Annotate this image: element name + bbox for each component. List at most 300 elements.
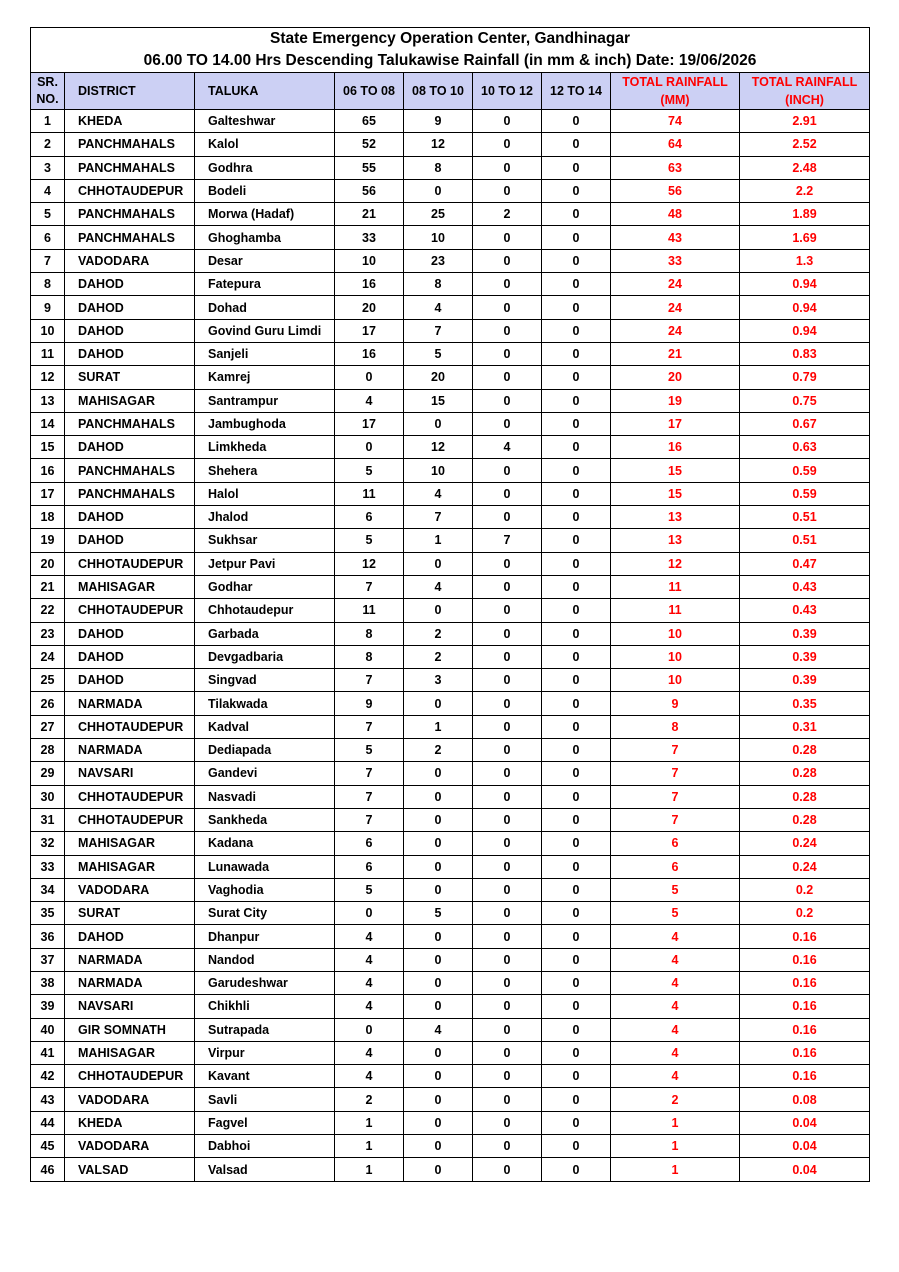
cell-total-inch: 0.16	[740, 1041, 870, 1064]
cell-rain-06-08: 4	[335, 1041, 404, 1064]
cell-taluka: Chhotaudepur	[195, 599, 335, 622]
header-taluka: TALUKA	[195, 73, 335, 110]
table-row	[31, 482, 870, 505]
header-total-inch: TOTAL RAINFALL (INCH)	[740, 73, 870, 110]
cell-rain-08-10: 12	[404, 436, 473, 459]
table-row	[31, 715, 870, 738]
cell-sr-no: 29	[31, 762, 65, 785]
cell-total-inch: 0.94	[740, 273, 870, 296]
cell-rain-10-12: 0	[473, 902, 542, 925]
cell-rain-12-14: 0	[542, 1111, 611, 1134]
table-row	[31, 1088, 870, 1111]
cell-rain-08-10: 0	[404, 948, 473, 971]
cell-rain-06-08: 0	[335, 366, 404, 389]
cell-sr-no: 5	[31, 203, 65, 226]
cell-sr-no: 1	[31, 110, 65, 133]
cell-total-mm: 17	[611, 412, 740, 435]
cell-rain-12-14: 0	[542, 156, 611, 179]
cell-district: DAHOD	[65, 342, 195, 365]
cell-rain-12-14: 0	[542, 599, 611, 622]
cell-total-inch: 1.3	[740, 249, 870, 272]
cell-total-mm: 4	[611, 971, 740, 994]
table-row	[31, 273, 870, 296]
cell-district: KHEDA	[65, 110, 195, 133]
cell-rain-12-14: 0	[542, 1041, 611, 1064]
cell-rain-06-08: 4	[335, 971, 404, 994]
cell-rain-08-10: 1	[404, 529, 473, 552]
cell-district: DAHOD	[65, 925, 195, 948]
cell-rain-12-14: 0	[542, 436, 611, 459]
table-row	[31, 878, 870, 901]
cell-rain-12-14: 0	[542, 179, 611, 202]
cell-district: SURAT	[65, 366, 195, 389]
cell-rain-10-12: 0	[473, 575, 542, 598]
cell-rain-12-14: 0	[542, 296, 611, 319]
cell-taluka: Jambughoda	[195, 412, 335, 435]
cell-taluka: Garudeshwar	[195, 971, 335, 994]
cell-district: NAVSARI	[65, 995, 195, 1018]
cell-total-inch: 0.39	[740, 645, 870, 668]
cell-rain-08-10: 7	[404, 319, 473, 342]
cell-rain-10-12: 0	[473, 412, 542, 435]
cell-taluka: Halol	[195, 482, 335, 505]
cell-district: DAHOD	[65, 645, 195, 668]
cell-sr-no: 8	[31, 273, 65, 296]
cell-rain-12-14: 0	[542, 552, 611, 575]
cell-total-mm: 20	[611, 366, 740, 389]
cell-total-inch: 0.47	[740, 552, 870, 575]
cell-sr-no: 41	[31, 1041, 65, 1064]
cell-taluka: Jetpur Pavi	[195, 552, 335, 575]
cell-total-mm: 19	[611, 389, 740, 412]
cell-rain-06-08: 0	[335, 1018, 404, 1041]
cell-total-mm: 4	[611, 925, 740, 948]
cell-rain-08-10: 0	[404, 412, 473, 435]
cell-rain-06-08: 16	[335, 342, 404, 365]
table-row	[31, 1111, 870, 1134]
cell-rain-10-12: 0	[473, 366, 542, 389]
cell-rain-10-12: 0	[473, 482, 542, 505]
table-row	[31, 133, 870, 156]
cell-total-inch: 2.48	[740, 156, 870, 179]
cell-sr-no: 16	[31, 459, 65, 482]
cell-district: CHHOTAUDEPUR	[65, 785, 195, 808]
cell-total-mm: 5	[611, 878, 740, 901]
cell-taluka: Devgadbaria	[195, 645, 335, 668]
cell-district: PANCHMAHALS	[65, 459, 195, 482]
cell-rain-08-10: 0	[404, 179, 473, 202]
cell-taluka: Dediapada	[195, 739, 335, 762]
cell-rain-10-12: 0	[473, 925, 542, 948]
cell-rain-12-14: 0	[542, 133, 611, 156]
cell-rain-12-14: 0	[542, 342, 611, 365]
cell-total-mm: 6	[611, 855, 740, 878]
cell-rain-06-08: 4	[335, 948, 404, 971]
table-row	[31, 389, 870, 412]
cell-total-inch: 0.83	[740, 342, 870, 365]
cell-rain-10-12: 4	[473, 436, 542, 459]
cell-taluka: Santrampur	[195, 389, 335, 412]
table-row	[31, 739, 870, 762]
cell-sr-no: 21	[31, 575, 65, 598]
cell-rain-08-10: 12	[404, 133, 473, 156]
cell-rain-12-14: 0	[542, 739, 611, 762]
cell-total-inch: 0.16	[740, 1018, 870, 1041]
cell-rain-10-12: 7	[473, 529, 542, 552]
cell-sr-no: 37	[31, 948, 65, 971]
cell-rain-08-10: 0	[404, 878, 473, 901]
cell-total-mm: 43	[611, 226, 740, 249]
cell-rain-08-10: 0	[404, 1135, 473, 1158]
cell-rain-10-12: 0	[473, 1158, 542, 1181]
cell-total-mm: 11	[611, 599, 740, 622]
cell-total-mm: 7	[611, 739, 740, 762]
cell-sr-no: 30	[31, 785, 65, 808]
cell-rain-10-12: 0	[473, 599, 542, 622]
cell-total-inch: 0.75	[740, 389, 870, 412]
cell-rain-06-08: 16	[335, 273, 404, 296]
cell-total-inch: 2.52	[740, 133, 870, 156]
cell-total-mm: 8	[611, 715, 740, 738]
cell-sr-no: 17	[31, 482, 65, 505]
cell-rain-08-10: 2	[404, 739, 473, 762]
cell-rain-10-12: 0	[473, 762, 542, 785]
cell-sr-no: 13	[31, 389, 65, 412]
table-row	[31, 622, 870, 645]
cell-total-mm: 9	[611, 692, 740, 715]
cell-taluka: Dhanpur	[195, 925, 335, 948]
cell-rain-08-10: 0	[404, 552, 473, 575]
cell-taluka: Singvad	[195, 669, 335, 692]
cell-sr-no: 27	[31, 715, 65, 738]
cell-taluka: Fagvel	[195, 1111, 335, 1134]
cell-sr-no: 12	[31, 366, 65, 389]
cell-district: DAHOD	[65, 296, 195, 319]
cell-district: CHHOTAUDEPUR	[65, 599, 195, 622]
cell-sr-no: 46	[31, 1158, 65, 1181]
cell-rain-06-08: 65	[335, 110, 404, 133]
cell-rain-06-08: 7	[335, 715, 404, 738]
cell-rain-10-12: 0	[473, 273, 542, 296]
table-row	[31, 179, 870, 202]
cell-taluka: Chikhli	[195, 995, 335, 1018]
cell-total-inch: 2.91	[740, 110, 870, 133]
cell-rain-10-12: 0	[473, 249, 542, 272]
cell-district: CHHOTAUDEPUR	[65, 808, 195, 831]
cell-rain-10-12: 0	[473, 1135, 542, 1158]
cell-taluka: Savli	[195, 1088, 335, 1111]
cell-taluka: Nasvadi	[195, 785, 335, 808]
cell-taluka: Sankheda	[195, 808, 335, 831]
cell-district: VALSAD	[65, 1158, 195, 1181]
cell-total-mm: 74	[611, 110, 740, 133]
cell-total-inch: 0.51	[740, 506, 870, 529]
cell-district: MAHISAGAR	[65, 389, 195, 412]
cell-total-mm: 1	[611, 1135, 740, 1158]
table-row	[31, 902, 870, 925]
cell-district: VADODARA	[65, 249, 195, 272]
cell-sr-no: 9	[31, 296, 65, 319]
cell-taluka: Kavant	[195, 1065, 335, 1088]
cell-taluka: Sukhsar	[195, 529, 335, 552]
cell-rain-12-14: 0	[542, 902, 611, 925]
cell-total-inch: 0.31	[740, 715, 870, 738]
cell-rain-12-14: 0	[542, 203, 611, 226]
cell-rain-10-12: 0	[473, 296, 542, 319]
cell-rain-08-10: 20	[404, 366, 473, 389]
table-row	[31, 342, 870, 365]
cell-total-mm: 6	[611, 832, 740, 855]
cell-rain-12-14: 0	[542, 948, 611, 971]
cell-total-mm: 63	[611, 156, 740, 179]
cell-rain-06-08: 1	[335, 1158, 404, 1181]
cell-rain-08-10: 4	[404, 575, 473, 598]
cell-rain-10-12: 0	[473, 1041, 542, 1064]
cell-rain-06-08: 1	[335, 1135, 404, 1158]
cell-total-inch: 0.2	[740, 902, 870, 925]
cell-rain-10-12: 0	[473, 855, 542, 878]
cell-total-inch: 0.28	[740, 785, 870, 808]
cell-rain-06-08: 17	[335, 412, 404, 435]
cell-taluka: Jhalod	[195, 506, 335, 529]
cell-rain-08-10: 0	[404, 1041, 473, 1064]
cell-total-inch: 0.35	[740, 692, 870, 715]
cell-rain-06-08: 52	[335, 133, 404, 156]
cell-total-mm: 7	[611, 808, 740, 831]
cell-district: MAHISAGAR	[65, 1041, 195, 1064]
cell-rain-06-08: 33	[335, 226, 404, 249]
table-row	[31, 412, 870, 435]
cell-taluka: Bodeli	[195, 179, 335, 202]
cell-rain-10-12: 0	[473, 1065, 542, 1088]
cell-sr-no: 14	[31, 412, 65, 435]
cell-total-inch: 0.04	[740, 1158, 870, 1181]
cell-rain-06-08: 6	[335, 832, 404, 855]
cell-total-mm: 4	[611, 995, 740, 1018]
cell-total-mm: 10	[611, 645, 740, 668]
cell-rain-12-14: 0	[542, 925, 611, 948]
cell-total-mm: 4	[611, 1041, 740, 1064]
column-header-row	[31, 73, 870, 110]
table-row	[31, 529, 870, 552]
cell-rain-06-08: 6	[335, 855, 404, 878]
cell-total-mm: 24	[611, 319, 740, 342]
table-row	[31, 948, 870, 971]
cell-rain-10-12: 0	[473, 808, 542, 831]
cell-sr-no: 20	[31, 552, 65, 575]
cell-rain-12-14: 0	[542, 482, 611, 505]
table-row	[31, 459, 870, 482]
cell-rain-08-10: 10	[404, 226, 473, 249]
cell-rain-06-08: 7	[335, 785, 404, 808]
cell-rain-06-08: 17	[335, 319, 404, 342]
cell-district: VADODARA	[65, 1135, 195, 1158]
cell-taluka: Valsad	[195, 1158, 335, 1181]
cell-sr-no: 32	[31, 832, 65, 855]
cell-district: KHEDA	[65, 1111, 195, 1134]
cell-district: PANCHMAHALS	[65, 482, 195, 505]
cell-rain-08-10: 15	[404, 389, 473, 412]
cell-rain-08-10: 0	[404, 832, 473, 855]
cell-rain-12-14: 0	[542, 226, 611, 249]
cell-rain-12-14: 0	[542, 529, 611, 552]
report-title: State Emergency Operation Center, Gandhinagar	[31, 28, 870, 51]
cell-rain-06-08: 2	[335, 1088, 404, 1111]
cell-rain-06-08: 12	[335, 552, 404, 575]
table-row	[31, 226, 870, 249]
cell-sr-no: 35	[31, 902, 65, 925]
cell-rain-08-10: 4	[404, 296, 473, 319]
cell-rain-08-10: 23	[404, 249, 473, 272]
cell-taluka: Fatepura	[195, 273, 335, 296]
table-row	[31, 319, 870, 342]
cell-total-mm: 33	[611, 249, 740, 272]
table-row	[31, 1065, 870, 1088]
cell-rain-08-10: 9	[404, 110, 473, 133]
cell-rain-10-12: 0	[473, 506, 542, 529]
cell-total-inch: 0.16	[740, 1065, 870, 1088]
table-row	[31, 156, 870, 179]
table-row	[31, 995, 870, 1018]
cell-sr-no: 34	[31, 878, 65, 901]
cell-taluka: Sutrapada	[195, 1018, 335, 1041]
cell-rain-08-10: 0	[404, 995, 473, 1018]
cell-rain-12-14: 0	[542, 412, 611, 435]
cell-district: DAHOD	[65, 506, 195, 529]
cell-taluka: Nandod	[195, 948, 335, 971]
cell-total-inch: 0.28	[740, 808, 870, 831]
cell-total-mm: 16	[611, 436, 740, 459]
cell-total-mm: 4	[611, 1018, 740, 1041]
cell-total-mm: 10	[611, 669, 740, 692]
table-row	[31, 785, 870, 808]
cell-sr-no: 15	[31, 436, 65, 459]
cell-rain-12-14: 0	[542, 832, 611, 855]
cell-district: VADODARA	[65, 878, 195, 901]
cell-rain-08-10: 5	[404, 902, 473, 925]
cell-total-mm: 7	[611, 785, 740, 808]
cell-sr-no: 3	[31, 156, 65, 179]
cell-district: NAVSARI	[65, 762, 195, 785]
cell-district: GIR SOMNATH	[65, 1018, 195, 1041]
cell-taluka: Godhra	[195, 156, 335, 179]
cell-sr-no: 43	[31, 1088, 65, 1111]
cell-taluka: Tilakwada	[195, 692, 335, 715]
cell-taluka: Limkheda	[195, 436, 335, 459]
cell-sr-no: 45	[31, 1135, 65, 1158]
cell-sr-no: 18	[31, 506, 65, 529]
cell-rain-08-10: 0	[404, 762, 473, 785]
cell-sr-no: 24	[31, 645, 65, 668]
cell-taluka: Kadana	[195, 832, 335, 855]
cell-total-inch: 0.59	[740, 482, 870, 505]
cell-taluka: Lunawada	[195, 855, 335, 878]
cell-taluka: Dabhoi	[195, 1135, 335, 1158]
cell-taluka: Morwa (Hadaf)	[195, 203, 335, 226]
cell-rain-06-08: 7	[335, 762, 404, 785]
cell-rain-12-14: 0	[542, 971, 611, 994]
header-sr-no: SR. NO.	[31, 73, 65, 110]
cell-rain-12-14: 0	[542, 459, 611, 482]
cell-district: CHHOTAUDEPUR	[65, 1065, 195, 1088]
cell-rain-10-12: 0	[473, 179, 542, 202]
cell-rain-06-08: 56	[335, 179, 404, 202]
cell-rain-06-08: 0	[335, 436, 404, 459]
cell-total-inch: 0.04	[740, 1135, 870, 1158]
cell-rain-10-12: 0	[473, 669, 542, 692]
table-row	[31, 599, 870, 622]
table-body	[31, 110, 870, 1182]
cell-rain-08-10: 8	[404, 156, 473, 179]
cell-district: PANCHMAHALS	[65, 226, 195, 249]
cell-rain-10-12: 0	[473, 133, 542, 156]
cell-rain-12-14: 0	[542, 273, 611, 296]
cell-sr-no: 4	[31, 179, 65, 202]
table-row	[31, 366, 870, 389]
cell-rain-06-08: 10	[335, 249, 404, 272]
cell-rain-08-10: 2	[404, 622, 473, 645]
cell-rain-08-10: 8	[404, 273, 473, 296]
header-period-10-12: 10 TO 12	[473, 73, 542, 110]
cell-total-mm: 7	[611, 762, 740, 785]
cell-total-inch: 0.16	[740, 971, 870, 994]
cell-total-mm: 5	[611, 902, 740, 925]
cell-total-inch: 0.2	[740, 878, 870, 901]
cell-district: PANCHMAHALS	[65, 412, 195, 435]
cell-total-mm: 56	[611, 179, 740, 202]
cell-rain-12-14: 0	[542, 1158, 611, 1181]
cell-rain-12-14: 0	[542, 1088, 611, 1111]
cell-taluka: Godhar	[195, 575, 335, 598]
cell-rain-08-10: 0	[404, 1158, 473, 1181]
cell-rain-06-08: 5	[335, 878, 404, 901]
cell-rain-12-14: 0	[542, 1135, 611, 1158]
cell-rain-12-14: 0	[542, 645, 611, 668]
cell-rain-06-08: 4	[335, 925, 404, 948]
cell-district: PANCHMAHALS	[65, 203, 195, 226]
cell-rain-08-10: 10	[404, 459, 473, 482]
cell-sr-no: 40	[31, 1018, 65, 1041]
header-period-06-08: 06 TO 08	[335, 73, 404, 110]
cell-total-inch: 0.43	[740, 575, 870, 598]
cell-total-inch: 0.94	[740, 319, 870, 342]
cell-rain-08-10: 0	[404, 808, 473, 831]
cell-rain-10-12: 0	[473, 645, 542, 668]
cell-rain-08-10: 0	[404, 1088, 473, 1111]
cell-district: PANCHMAHALS	[65, 133, 195, 156]
cell-total-inch: 0.24	[740, 855, 870, 878]
table-row	[31, 855, 870, 878]
cell-total-mm: 12	[611, 552, 740, 575]
cell-rain-10-12: 0	[473, 342, 542, 365]
cell-rain-12-14: 0	[542, 715, 611, 738]
cell-total-mm: 4	[611, 948, 740, 971]
cell-total-inch: 0.51	[740, 529, 870, 552]
cell-rain-10-12: 0	[473, 622, 542, 645]
report-subtitle: 06.00 TO 14.00 Hrs Descending Talukawise Rainfall (in mm & inch) Date: 19/06/2026	[31, 50, 870, 73]
cell-rain-08-10: 4	[404, 482, 473, 505]
cell-rain-06-08: 4	[335, 995, 404, 1018]
cell-rain-12-14: 0	[542, 249, 611, 272]
cell-district: CHHOTAUDEPUR	[65, 179, 195, 202]
cell-rain-10-12: 0	[473, 459, 542, 482]
cell-rain-08-10: 2	[404, 645, 473, 668]
cell-total-mm: 48	[611, 203, 740, 226]
cell-rain-10-12: 0	[473, 552, 542, 575]
cell-total-inch: 0.39	[740, 669, 870, 692]
cell-rain-10-12: 0	[473, 739, 542, 762]
cell-total-inch: 0.39	[740, 622, 870, 645]
